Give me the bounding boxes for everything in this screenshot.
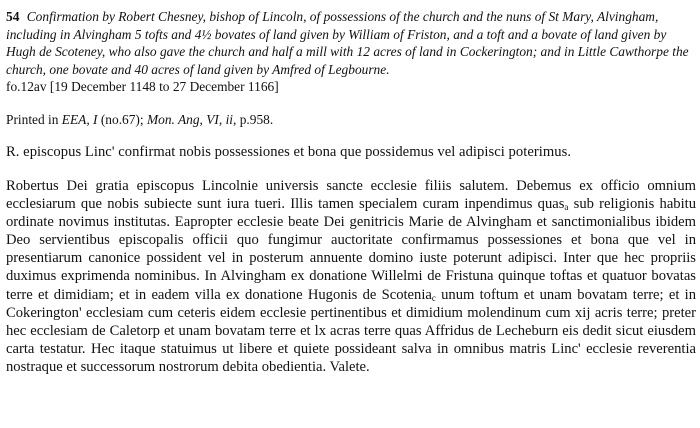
- printed-reference: [6, 111, 696, 129]
- charter-part-1: Robertus Dei gratia episcopus Lincolnie universis sancte ecclesie filiis salutem. Debemus ex officio omnium ecclesiarum que nobis subiecte sunt iura tueri. Illis tamen specialem curam inpendimus quas: [6, 178, 696, 213]
- charter-text: [6, 177, 696, 376]
- folio-reference: fo.12av [19 December 1148 to 27 December 1166]: [6, 79, 279, 94]
- entry-title: Confirmation by Robert Chesney, bishop of Lincoln, of possessions of the church and the nuns of St Mary, Alvingham, including in Alvingham 5 tofts and 4½ bovates of land given by William of Friston, and a toft and a bovate of land given by Hugh de Scoteney, who also gave the church and half a mill with 12 acres of land in Cockerington; and in Little Cawthorpe the church, one bovate and 40 acres of land given by Amfred of Legbourne.: [6, 9, 689, 77]
- printed-prefix: Printed in: [6, 111, 62, 127]
- charter-part-2: sub religionis habitu ordinate novimus institutas. Eapropter ecclesie beate Dei genitricis Marie de Alvingham et sanctimonialibus ibidem Deo servientibus episcopalis officii quo fungimur auctoritate confirmamus possessiones et bona que vel in presentiarum canonice possident vel in posterum annuente domino iuste poterunt adipisci. Inter que hec propriis duximus exprimenda nominibus. In Alvingham ex donatione Willelmi de Fristuna quinque toftas et quatuor bovatas terre et dimidiam; et in eadem villa ex donatione Hugonis de Scotenia: [6, 196, 696, 303]
- charter-part-3: unum toftum et unam bovatam terre; et in Cokerington' ecclesiam cum ceteris eidem ecclesie pertinentibus et dimidium molendinum cum xij acris terre; preter hec ecclesiam de Caletorp et unam bovatam terre et lx acras terre quas Affridus de Lecheburn eis dedit sicut eiusdem carta testatur. Hec itaque statuimus ut libere et quiete possideant salva in omnibus matris Linc' ecclesie reverentia nostraque et successorum nostrorum debita obedientia. Valete.: [6, 286, 696, 375]
- mon-ang-title: Mon. Ang, VI, ii: [146, 111, 234, 127]
- charter-summary: R. episcopus Linc' confirmat nobis possessiones et bona que possidemus vel adipisci poterimus.: [6, 144, 572, 160]
- eea-title: EEA, I: [61, 111, 98, 127]
- textual-note-c: c: [431, 292, 436, 303]
- eea-ref: (no.67);: [97, 111, 147, 127]
- entry-number: 54: [6, 9, 20, 24]
- mon-ang-ref: , p.958.: [233, 111, 274, 127]
- textual-note-a: a: [564, 202, 569, 213]
- entry-heading: [6, 8, 696, 78]
